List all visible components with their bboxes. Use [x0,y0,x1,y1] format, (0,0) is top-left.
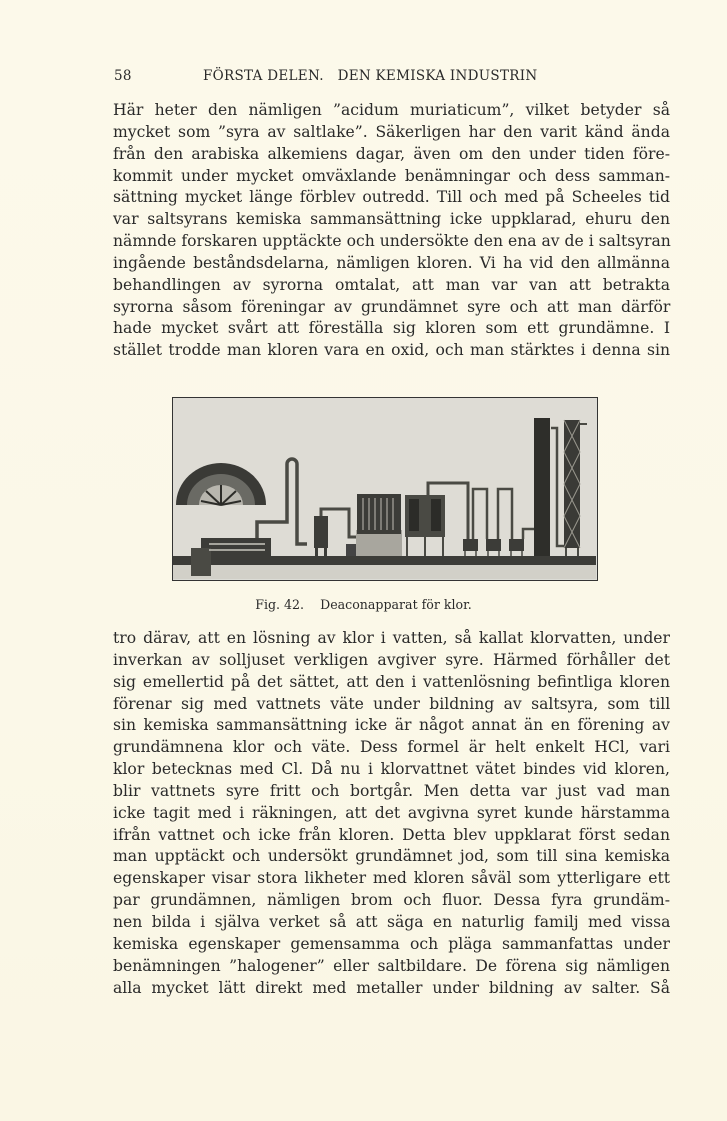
running-title: FÖRSTA DELEN. DEN KEMISKA INDUSTRIN [203,68,538,84]
text-line: sig emellertid på det sättet, att den i vattenlösning befintliga kloren [113,672,670,691]
text-line: blir vattnets syre fritt och bortgår. Men detta var just vad man [113,781,670,800]
page-number: 58 [114,68,132,84]
figure-caption-text: Deaconapparat för klor. [320,597,472,612]
text-line: sin kemiska sammansättning icke är något annat än en förening av [113,716,670,735]
text-line: kommit under mycket omväxlande benämningar och dess samman- [113,166,671,185]
text-line: kemiska egenskaper gemensamma och pläga sammanfattas under [113,934,670,953]
text-line: alla mycket lätt direkt med metaller under bildning av salter. Så [113,978,670,997]
text-line: ingående beståndsdelarna, nämligen kloren. Vi ha vid den allmänna [113,253,670,272]
text-line: man upptäckt och undersökt grundämnet jod, som till sina kemiska [113,847,671,866]
text-line: nämnde forskaren upptäckte och undersökte den ena av de i saltsyran [113,232,671,251]
figure-number: Fig. 42. [255,597,305,612]
text-line: behandlingen av syrorna omtalat, att man var van att betrakta [113,275,670,294]
text-line: från den arabiska alkemiens dagar, även om den under tiden före- [113,144,670,163]
figure-caption [0,597,727,612]
text-line: Här heter den nämligen ”acidum muriaticum”, vilket betyder så [113,101,670,119]
text-line: nen bilda i själva verket så att säga en naturlig familj med vissa [113,912,671,931]
deacon-apparatus-illustration [173,398,596,579]
text-line: hade mycket svårt att föreställa sig kloren som ett grundämne. I [113,319,670,338]
text-line: icke tagit med i räkningen, att det avgivna syret kunde härstamma [113,803,670,822]
text-line: ifrån vattnet och icke från kloren. Detta blev uppklarat först sedan [113,825,670,844]
text-line: benämningen ”halogener” eller saltbildare. De förena sig nämligen [113,956,670,975]
text-line: inverkan av solljuset verkligen avgiver syre. Härmed förhåller det [113,650,670,669]
text-line: mycket som ”syra av saltlake”. Säkerligen har den varit känd ända [113,122,670,141]
text-line: sättning mycket länge förblev outredd. Till och med på Scheeles tid [113,188,670,207]
text-line: klor betecknas med Cl. Då nu i klorvattnet vätet bindes vid kloren, [113,760,670,779]
figure-deacon-apparatus [172,397,598,581]
paragraph-before-figure [113,100,670,362]
text-line: par grundämnen, nämligen brom och fluor. Dessa fyra grundäm- [113,891,670,910]
text-line: stället trodde man kloren vara en oxid, och man stärktes i denna sin [113,341,670,360]
text-line: grundämnena klor och väte. Dess formel är helt enkelt HCl, vari [113,738,670,757]
text-line: förenar sig med vattnets väte under bildning av saltsyra, som till [113,694,671,713]
text-line: egenskaper visar stora likheter med kloren såväl som ytterligare ett [113,869,670,888]
text-line: syrorna såsom föreningar av grundämnet syre och att man därför [113,297,671,316]
paragraph-after-figure [113,628,670,999]
text-line: tro därav, att en lösning av klor i vatten, så kallat klorvatten, under [113,629,670,647]
text-line: var saltsyrans kemiska sammansättning icke uppklarad, ehuru den [113,210,670,229]
